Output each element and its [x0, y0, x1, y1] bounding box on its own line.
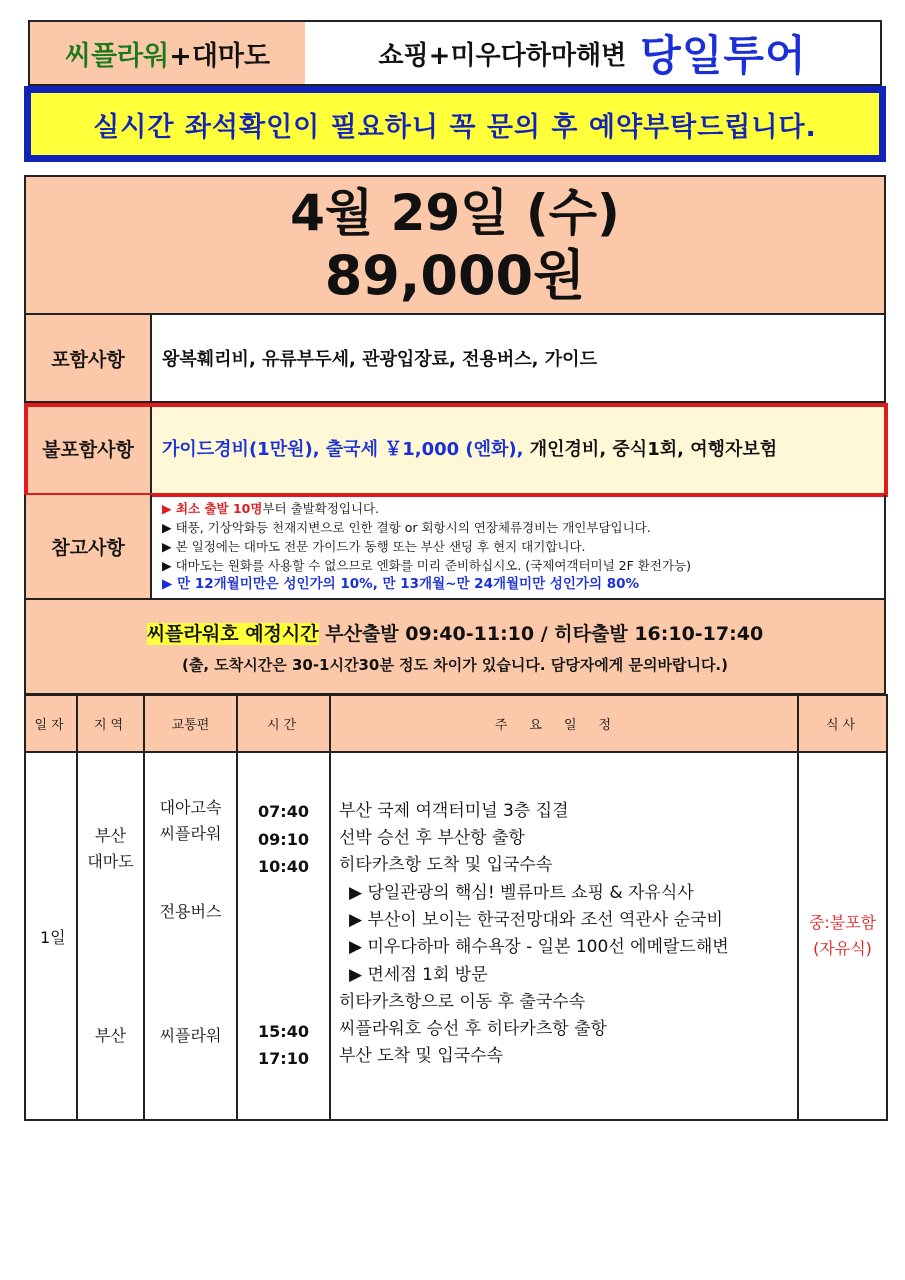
- reservation-notice-text: 실시간 좌석확인이 필요하니 꼭 문의 후 예약부탁드립니다.: [31, 93, 879, 155]
- plan-item: ▶ 면세점 1회 방문: [349, 965, 488, 985]
- note-guide: ▶ 본 일정에는 대마도 전문 가이드가 동행 또는 부산 샌딩 후 현지 대기합니다.: [162, 539, 586, 554]
- header-meal: 식사: [798, 695, 887, 752]
- transport-cell: [144, 752, 237, 1120]
- region-tsushima: 대마도: [87, 852, 134, 871]
- time-0740: 07:40: [258, 802, 309, 821]
- time-0910: 09:10: [258, 830, 309, 849]
- time-1710: 17:10: [258, 1049, 309, 1068]
- notes-list: [152, 495, 884, 598]
- day-cell: 1일: [25, 752, 77, 1120]
- notes-label: 참고사항: [26, 495, 152, 598]
- header-destination: +대마도: [169, 40, 271, 72]
- header-tour-type: [305, 20, 882, 86]
- transport-seaflower-return: 씨플라워: [159, 1026, 222, 1045]
- note-infant-price: ▶ 만 12개월미만은 성인가의 10%, 만 13개월~만 24개월미만 성인가의 80%: [162, 576, 640, 592]
- itinerary-day-row: [25, 752, 887, 1120]
- transport-seaflower: 씨플라워: [159, 824, 222, 843]
- ferry-label: 씨플라워호 예정시간: [146, 622, 319, 645]
- region-busan-return: 부산: [95, 1026, 126, 1045]
- meal-lunch: 중:불포함: [808, 913, 877, 932]
- tour-date: 4월 29일 (수): [290, 184, 620, 242]
- header-subtitle: 쇼핑+미우다하마해변: [378, 40, 627, 71]
- plan-item: ▶ 미우다하마 해수욕장 - 일본 100선 에메랄드해변: [349, 937, 729, 957]
- plan-item: ▶ 당일관광의 핵심! 벨류마트 쇼핑 & 자유식사: [349, 883, 694, 903]
- header-tour-name: [28, 20, 307, 86]
- ferry-note: (출, 도착시간은 30-1시간30분 정도 차이가 있습니다. 담당자에게 문의바랍니다.): [182, 655, 728, 674]
- meal-note: (자유식): [813, 939, 872, 958]
- transport-bus: 전용버스: [159, 902, 222, 921]
- region-cell: [77, 752, 144, 1120]
- itinerary-table: [24, 694, 888, 1121]
- plan-item: 히타카츠항으로 이동 후 출국수속: [339, 992, 586, 1012]
- plan-item: 부산 도착 및 입국수속: [339, 1046, 504, 1066]
- note-weather: ▶ 태풍, 기상악화등 천재지변으로 인한 결항 or 회항시의 연장체류경비는 개인부담입니다.: [162, 520, 651, 535]
- time-cell: [237, 752, 330, 1120]
- plan-cell: [330, 752, 798, 1120]
- header-day: 일자: [25, 695, 77, 752]
- header-transport: 교통편: [144, 695, 237, 752]
- plan-item: ▶ 부산이 보이는 한국전망대와 조선 역관사 순국비: [349, 910, 723, 930]
- excluded-other: 개인경비, 중식1회, 여행자보험: [523, 439, 778, 460]
- region-busan: 부산: [95, 826, 126, 845]
- ferry-times: 씨플라워호 예정시간 부산출발 09:40-11:10 / 히타출발 16:10-17:40: [146, 622, 764, 645]
- included-value: 왕복훼리비, 유류부두세, 관광입장료, 전용버스, 가이드: [162, 349, 597, 370]
- header-title: 당일투어: [640, 31, 807, 80]
- meal-cell: [798, 752, 887, 1120]
- notes-row: [24, 495, 886, 600]
- plan-item: 히타카츠항 도착 및 입국수속: [339, 855, 553, 875]
- tour-price: 89,000원: [324, 244, 586, 307]
- plan-item: 부산 국제 여객터미널 3층 집결: [339, 801, 569, 821]
- date-price-box: [24, 175, 886, 315]
- reservation-notice: [24, 86, 886, 162]
- included-label: 포함사항: [26, 315, 152, 401]
- plan-item: 씨플라워호 승선 후 히타카츠항 출항: [339, 1019, 607, 1039]
- included-row: [24, 315, 886, 403]
- time-1040: 10:40: [258, 857, 309, 876]
- header-region: 지역: [77, 695, 144, 752]
- note-min-people: ▶ 최소 출발 10명부터 출발확정입니다.: [162, 501, 380, 516]
- excluded-fees: 가이드경비(1만원), 출국세 ￥1,000 (엔화),: [162, 439, 524, 460]
- header-ship-name: 씨플라워: [64, 40, 170, 72]
- header-plan: 주요일정: [330, 695, 798, 752]
- excluded-label: 불포함사항: [26, 403, 152, 493]
- excluded-value: [152, 403, 884, 493]
- plan-item: 선박 승선 후 부산항 출항: [339, 828, 525, 848]
- excluded-row: [24, 403, 886, 495]
- ferry-schedule-box: [24, 600, 886, 695]
- note-currency: ▶ 대마도는 원화를 사용할 수 없으므로 엔화를 미리 준비하십시오. (국제여객터미널 2F 환전가능): [162, 558, 691, 573]
- transport-dae-a: 대아고속: [159, 798, 222, 817]
- header-time: 시간: [237, 695, 330, 752]
- itinerary-header-row: [25, 695, 887, 752]
- time-1540: 15:40: [258, 1022, 309, 1041]
